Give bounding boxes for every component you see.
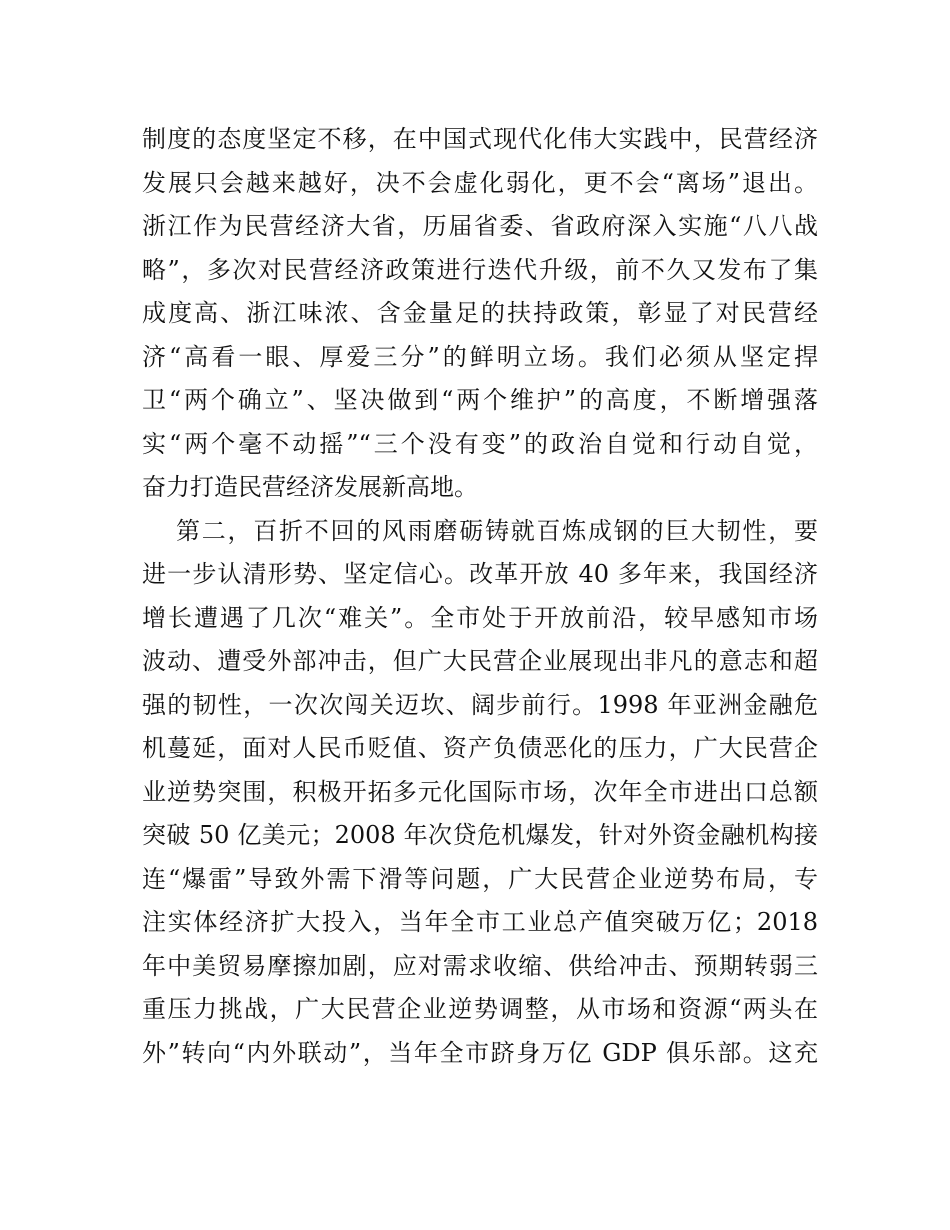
text-line: 外”转向“内外联动”，当年全市跻身万亿 GDP 俱乐部。这充 — [142, 1038, 818, 1067]
text-line: 业逆势突围，积极开拓多元化国际市场，次年全市进出口总额 — [142, 777, 818, 806]
text-line: 波动、遭受外部冲击，但广大民营企业展现出非凡的意志和超 — [142, 647, 818, 675]
text-line: 济“高看一眼、厚爱三分”的鲜明立场。我们必须从坚定捍 — [142, 342, 818, 371]
text-line: 浙江作为民营经济大省，历届省委、省政府深入实施“八八战 — [142, 212, 818, 240]
text-line: 成度高、浙江味浓、含金量足的扶持政策，彰显了对民营经 — [142, 299, 818, 327]
text-line: 第二，百折不回的风雨磨砺铸就百炼成钢的巨大韧性，要 — [176, 516, 818, 545]
text-line: 略”，多次对民营经济政策进行迭代升级，前不久又发布了集 — [142, 255, 818, 284]
text-line: 实“两个毫不动摇”“三个没有变”的政治自觉和行动自觉， — [142, 429, 818, 458]
body-text — [142, 118, 818, 1075]
text-line: 增长遭遇了几次“难关”。全市处于开放前沿，较早感知市场 — [142, 603, 818, 632]
text-line: 年中美贸易摩擦加剧，应对需求收缩、供给冲击、预期转弱三 — [142, 951, 818, 980]
text-line: 卫“两个确立”、坚决做到“两个维护”的高度，不断增强落 — [142, 386, 818, 414]
text-line: 突破 50 亿美元；2008 年次贷危机爆发，针对外资金融机构接 — [142, 821, 818, 849]
text-line: 连“爆雷”导致外需下滑等问题，广大民营企业逆势布局，专 — [142, 864, 818, 893]
paragraph-2 — [142, 510, 818, 1076]
text-line: 机蔓延，面对人民币贬值、资产负债恶化的压力，广大民营企 — [142, 734, 818, 762]
text-line: 注实体经济扩大投入，当年全市工业总产值突破万亿；2018 — [142, 908, 818, 936]
text-line: 发展只会越来越好，决不会虚化弱化，更不会“离场”退出。 — [142, 168, 818, 197]
text-line: 进一步认清形势、坚定信心。改革开放 40 多年来，我国经济 — [142, 560, 818, 588]
text-line: 重压力挑战，广大民营企业逆势调整，从市场和资源“两头在 — [142, 995, 818, 1023]
text-line: 奋力打造民营经济发展新高地。 — [142, 473, 478, 501]
paragraph-1 — [142, 118, 818, 510]
text-line: 强的韧性，一次次闯关迈坎、阔步前行。1998 年亚洲金融危 — [142, 690, 818, 719]
text-line: 制度的态度坚定不移，在中国式现代化伟大实践中，民营经济 — [142, 125, 818, 153]
